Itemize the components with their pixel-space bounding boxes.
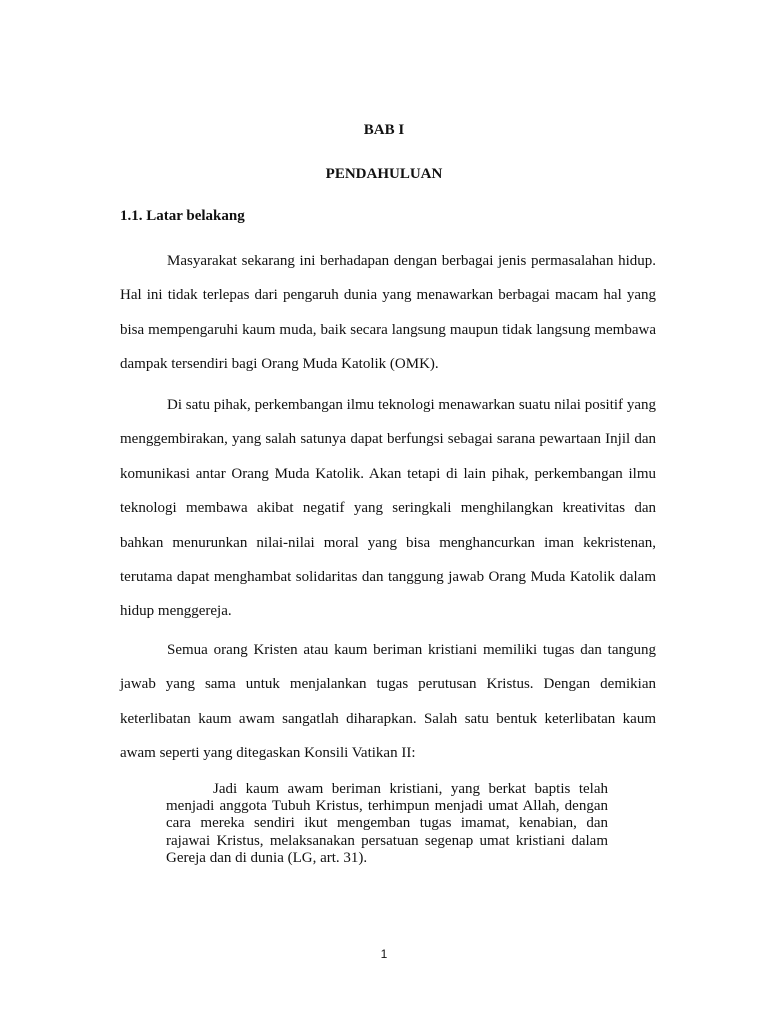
- chapter-title: PENDAHULUAN: [325, 166, 443, 182]
- body-paragraph: Di satu pihak, perkembangan ilmu teknologi menawarkan suatu nilai positif yang menggembirakan, yang salah satunya dapat berfungsi sebagai sarana pewartaan Injil dan komunikasi antar Orang Muda Katolik. Akan tetapi di lain pihak, perkembangan ilmu teknologi membawa akibat negatif yang seringkali menghilangkan kreativitas dan bahkan menurunkan nilai-nilai moral yang bisa menghancurkan iman kekristenan, terutama dapat menghambat solidaritas dan tanggung jawab Orang Muda Katolik dalam hidup menggereja.: [120, 397, 656, 620]
- block-quote: Jadi kaum awam beriman kristiani, yang berkat baptis telah menjadi anggota Tubuh Kristus, terhimpun menjadi umat Allah, dengan cara mereka sendiri ikut mengemban tugas imamat, kenabian, dan rajawai Kristus, melaksanakan persatuan segenap umat kristiani dalam Gereja dan di dunia (LG, art. 31).: [166, 781, 608, 866]
- body-paragraph: Semua orang Kristen atau kaum beriman kristiani memiliki tugas dan tangung jawab yang sama untuk menjalankan tugas perutusan Kristus. Dengan demikian keterlibatan kaum awam sangatlah diharapkan. Salah satu bentuk keterlibatan kaum awam seperti yang ditegaskan Konsili Vatikan II:: [120, 642, 656, 762]
- page-number: 1: [380, 947, 388, 961]
- chapter-number: BAB I: [363, 122, 405, 138]
- body-paragraph: Masyarakat sekarang ini berhadapan dengan berbagai jenis permasalahan hidup. Hal ini tidak terlepas dari pengaruh dunia yang menawarkan berbagai macam hal yang bisa mempengaruhi kaum muda, baik secara langsung maupun tidak langsung membawa dampak tersendiri bagi Orang Muda Katolik (OMK).: [120, 253, 656, 373]
- section-heading: 1.1. Latar belakang: [120, 208, 245, 224]
